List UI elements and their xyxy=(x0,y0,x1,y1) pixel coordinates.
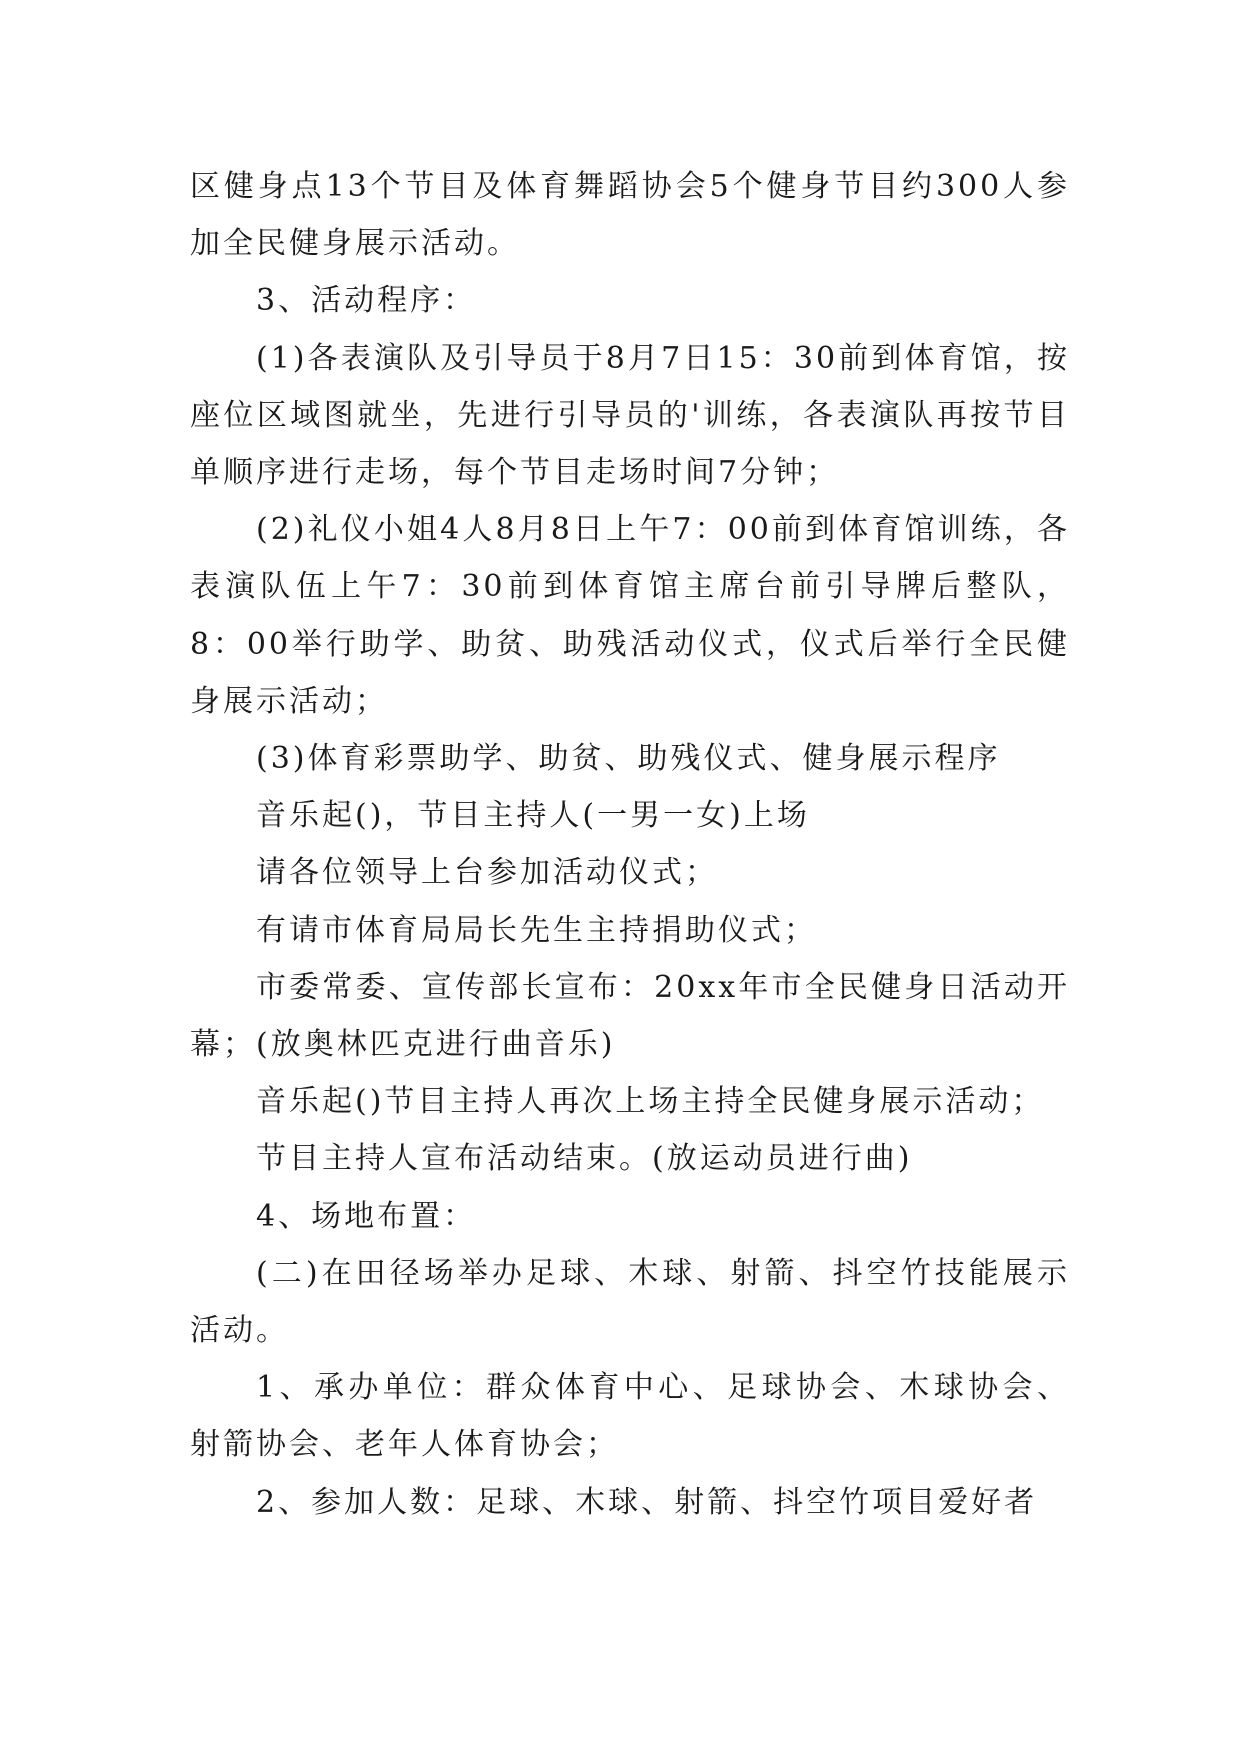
paragraph: 请各位领导上台参加活动仪式； xyxy=(256,855,718,891)
paragraph: 1、承办单位：群众体育中心、足球协会、木球协会、射箭协会、老年人体育协会； xyxy=(190,1370,1070,1463)
section-heading-activity-program: 3、活动程序： xyxy=(256,283,477,319)
paragraph: 节目主持人宣布活动结束。(放运动员进行曲) xyxy=(256,1141,913,1177)
paragraph: 音乐起()，节目主持人(一男一女)上场 xyxy=(256,798,810,834)
paragraph: 2、参加人数：足球、木球、射箭、抖空竹项目爱好者 xyxy=(256,1484,1038,1520)
paragraph: (1)各表演队及引导员于8月7日15：30前到体育馆，按座位区域图就坐，先进行引导员的'训练，各表演队再按节目单顺序进行走场，每个节目走场时间7分钟； xyxy=(190,340,1070,491)
document-body xyxy=(190,158,1070,1531)
paragraph: (2)礼仪小姐4人8月8日上午7：00前到体育馆训练，各表演队伍上午7：30前到体育馆主席台前引导牌后整队，8：00举行助学、助贫、助残活动仪式，仪式后举行全民健身展示活动； xyxy=(190,512,1070,719)
paragraph: (3)体育彩票助学、助贫、助残仪式、健身展示程序 xyxy=(256,741,1001,777)
paragraph: 有请市体育局局长先生主持捐助仪式； xyxy=(256,912,817,948)
paragraph: 市委常委、宣传部长宣布：20xx年市全民健身日活动开幕；(放奥林匹克进行曲音乐) xyxy=(190,969,1070,1063)
section-heading-venue-layout: 4、场地布置： xyxy=(256,1198,477,1234)
paragraph: (二)在田径场举办足球、木球、射箭、抖空竹技能展示活动。 xyxy=(190,1255,1070,1349)
paragraph: 区健身点13个节目及体育舞蹈协会5个健身节目约300人参加全民健身展示活动。 xyxy=(190,169,1070,262)
paragraph: 音乐起()节目主持人再次上场主持全民健身展示活动； xyxy=(256,1084,1045,1120)
